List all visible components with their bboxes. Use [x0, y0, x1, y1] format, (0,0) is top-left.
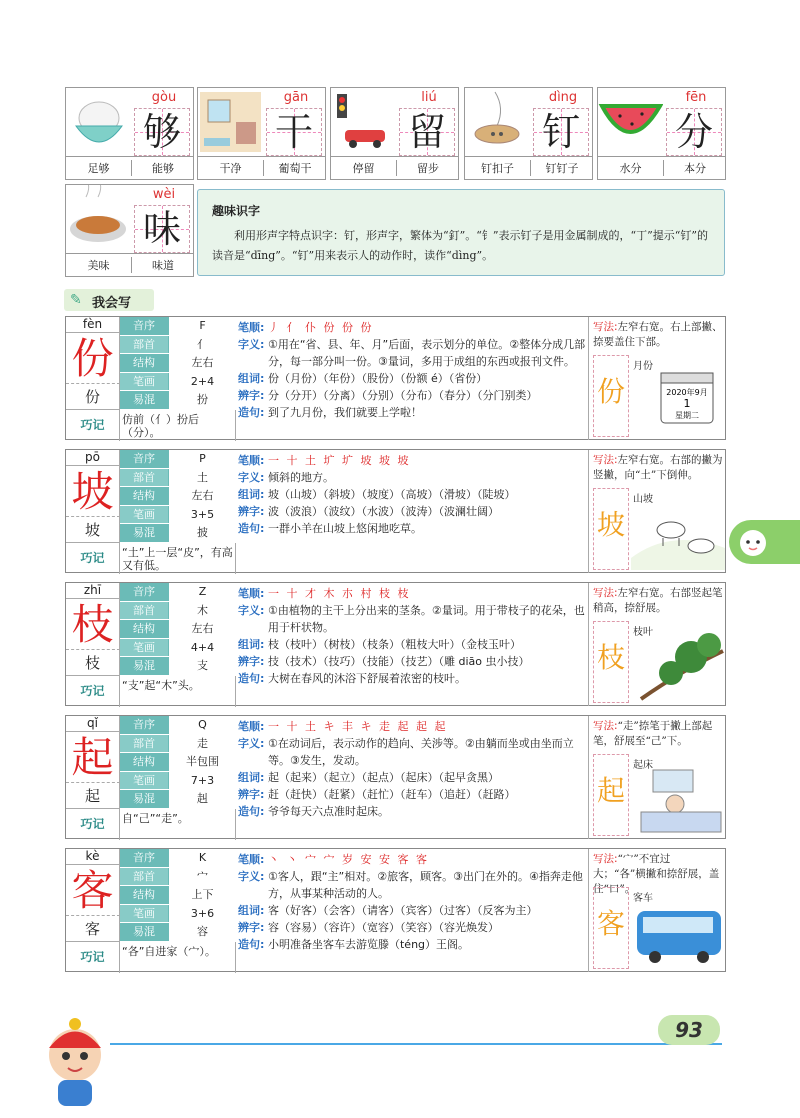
attr-row — [120, 923, 236, 942]
section-title: 我会写 — [92, 296, 132, 311]
attr-label: 易混 — [120, 391, 168, 409]
attr-value: 走 — [168, 735, 236, 753]
char-entry — [65, 582, 726, 706]
fun-title: 趣味识字 — [212, 204, 261, 218]
entry-details — [238, 319, 586, 421]
label: 辨字: — [238, 389, 265, 402]
entry-pinyin: kè — [66, 849, 120, 865]
attr-row — [120, 487, 236, 506]
attr-value: 亻 — [168, 336, 236, 354]
pic-caption: 山坡 — [633, 494, 653, 505]
entry-char-small: 起 — [66, 783, 120, 809]
page-number: 93 — [658, 1015, 720, 1045]
vocab-card — [464, 87, 593, 180]
label: 组词: — [238, 488, 265, 501]
attr-value: 左右 — [168, 620, 236, 638]
attr-value: 左右 — [168, 487, 236, 505]
label: 字义: — [238, 338, 265, 351]
label: 造句: — [238, 938, 265, 951]
attr-row — [120, 506, 236, 525]
vocab-card — [597, 87, 726, 180]
attr-label: 部首 — [120, 735, 168, 753]
attr-label: 部首 — [120, 602, 168, 620]
stroke-order-line — [238, 851, 586, 868]
memo-label: 巧记 — [66, 676, 120, 707]
attr-label: 部首 — [120, 336, 168, 354]
grid-char: 枝 — [596, 641, 625, 674]
attr-row — [120, 620, 236, 639]
stroke-order-text: 一 十 才 木 朩 村 枝 枝 — [268, 587, 411, 600]
sentence-line — [238, 520, 586, 537]
memo-label: 巧记 — [66, 410, 120, 441]
label: 笔顺: — [238, 720, 265, 733]
vocab-char: 够 — [142, 110, 181, 154]
attr-value: 披 — [168, 524, 236, 542]
attr-row — [120, 735, 236, 754]
cat-face-icon — [733, 522, 773, 562]
label: 辨字: — [238, 655, 265, 668]
words-text: 坡（山坡）（斜坡）（坡度）（高坡）（滑坡）（陡坡） — [268, 488, 516, 501]
stroke-order-text: 一 十 土 圹 圹 坡 坡 坡 — [268, 454, 411, 467]
vocab-word-2: 留步 — [396, 160, 459, 176]
attr-row — [120, 336, 236, 355]
attr-value: 7+3 — [168, 772, 236, 790]
vocab-word-1: 钉扣子 — [481, 162, 514, 175]
sentence-text: 大树在春风的沐浴下舒展着浓密的枝叶。 — [268, 672, 466, 685]
grid-char: 起 — [596, 774, 625, 807]
write-label: 写法: — [593, 587, 618, 599]
label: 组词: — [238, 904, 265, 917]
attr-value: K — [168, 849, 236, 867]
attr-label: 部首 — [120, 469, 168, 487]
vocab-card — [65, 184, 194, 277]
writing-tip — [588, 317, 726, 440]
distinguish-line — [238, 786, 586, 803]
attr-label: 结构 — [120, 886, 168, 904]
attr-value: 3+6 — [168, 905, 236, 923]
attr-row — [120, 583, 236, 602]
attr-value: 土 — [168, 469, 236, 487]
attr-row — [120, 602, 236, 621]
entry-details — [238, 452, 586, 537]
vocab-word-2: 钉钉子 — [530, 160, 593, 176]
meaning-line — [238, 336, 586, 370]
meaning-text: ①用在“省、县、年、月”后面，表示划分的单位。②整体分成几部分，每一部分叫一份。③量词，多用于成组的东西或报刊文件。 — [268, 338, 586, 368]
meaning-text: 倾斜的地方。 — [268, 471, 334, 484]
vocab-pinyin: gān — [283, 90, 309, 105]
vocab-pinyin: fēn — [685, 90, 707, 105]
attr-label: 易混 — [120, 524, 168, 542]
grid-char: 客 — [596, 907, 625, 940]
stroke-order-line — [238, 585, 586, 602]
distinguish-line — [238, 387, 586, 404]
entry-char-small: 枝 — [66, 650, 120, 676]
pic-caption: 起床 — [633, 760, 653, 771]
entry-details — [238, 585, 586, 687]
attr-label: 结构 — [120, 487, 168, 505]
attr-value: 半包围 — [168, 753, 236, 771]
vocab-word-1: 水分 — [619, 162, 642, 175]
attr-row — [120, 639, 236, 658]
attr-row — [120, 716, 236, 735]
char-entry — [65, 715, 726, 839]
memo-text: “支”起“木”头。 — [122, 679, 200, 692]
stroke-order-text: 一 十 土 キ 丰 キ 走 起 起 起 — [268, 720, 448, 733]
pic-caption: 月份 — [633, 361, 653, 372]
label: 字义: — [238, 870, 265, 883]
stroke-order-line — [238, 319, 586, 336]
attr-label: 笔画 — [120, 772, 168, 790]
entry-details — [238, 851, 586, 953]
vocab-pinyin: liú — [421, 90, 437, 105]
writing-tip — [588, 849, 726, 972]
entry-char-small: 客 — [66, 916, 120, 942]
label: 造句: — [238, 805, 265, 818]
attr-row — [120, 317, 236, 336]
label: 笔顺: — [238, 587, 265, 600]
attr-label: 音序 — [120, 583, 168, 601]
attr-label: 音序 — [120, 716, 168, 734]
memo-text: 自“己”“走”。 — [122, 812, 189, 825]
label: 辨字: — [238, 788, 265, 801]
attr-row — [120, 657, 236, 676]
attr-value: 容 — [168, 923, 236, 941]
sentence-text: 到了九月份，我们就要上学啦！ — [268, 406, 422, 419]
room-icon — [198, 88, 263, 156]
vocab-char: 干 — [274, 110, 313, 154]
attr-label: 易混 — [120, 657, 168, 675]
attr-row — [120, 373, 236, 392]
stroke-order-text: 丿 亻 仆 份 份 份 — [268, 321, 374, 334]
memo-label: 巧记 — [66, 942, 120, 973]
attr-row — [120, 524, 236, 543]
label: 辨字: — [238, 921, 265, 934]
meaning-line — [238, 602, 586, 636]
vocab-char: 分 — [674, 110, 713, 154]
footer-line — [110, 1043, 722, 1045]
distinguish-text: 技（技术）（技巧）（技能）（技艺）（雕 diāo 虫小技） — [268, 655, 530, 668]
char-grid — [593, 488, 629, 570]
write-text: 左窄右宽。右部竖起笔稍高，捺舒展。 — [593, 587, 723, 614]
attr-table — [120, 716, 236, 809]
attr-label: 易混 — [120, 790, 168, 808]
meaning-line — [238, 868, 586, 902]
char-grid — [593, 887, 629, 969]
distinguish-text: 波（波浪）（波纹）（水波）（波涛）（波澜壮阔） — [268, 505, 499, 518]
attr-table — [120, 450, 236, 543]
memo-label: 巧记 — [66, 809, 120, 840]
entry-char: 枝 — [66, 599, 120, 650]
meaning-text: ①客人，跟“主”相对。②旅客，顾客。③出门在外的。④指奔走他方，从事某种活动的人。 — [268, 870, 583, 900]
label: 笔顺: — [238, 321, 265, 334]
attr-value: 支 — [168, 657, 236, 675]
attr-label: 笔画 — [120, 506, 168, 524]
words-text: 份（月份）（年份）（股份）（份额 é）（省份） — [268, 372, 488, 385]
attr-label: 结构 — [120, 354, 168, 372]
attr-value: 宀 — [168, 868, 236, 886]
memo — [66, 942, 236, 973]
label: 造句: — [238, 672, 265, 685]
fun-body: 利用形声字特点识字：钉，形声字，繁体为“釘”。“钅”表示钉子是用金属制成的，“丁”提示“钉”的读音是“dīng”。“钉”用来表示人的动作时，读作“dìng”。 — [212, 229, 708, 262]
attr-value: Q — [168, 716, 236, 734]
sentence-line — [238, 803, 586, 820]
vocab-pinyin: dìng — [548, 90, 578, 105]
vocab-word-1: 干净 — [219, 162, 242, 175]
write-label: 写法: — [593, 454, 618, 466]
entry-pinyin: fèn — [66, 317, 120, 333]
words-text: 客（好客）（会客）（请客）（宾客）（过客）（反客为主） — [268, 904, 538, 917]
vocab-card — [330, 87, 459, 180]
section-header — [64, 289, 154, 311]
vocab-word-2: 味道 — [131, 257, 194, 273]
entry-char: 坡 — [66, 466, 120, 517]
vocab-word-2: 葡萄干 — [263, 160, 326, 176]
sentence-text: 小明准备坐客车去游览滕（téng）王阁。 — [268, 938, 470, 951]
label: 造句: — [238, 406, 265, 419]
writing-tip — [588, 450, 726, 573]
attr-value: 木 — [168, 602, 236, 620]
attr-label: 易混 — [120, 923, 168, 941]
attr-value: 3+5 — [168, 506, 236, 524]
attr-table — [120, 317, 236, 410]
sentence-line — [238, 404, 586, 421]
attr-value: 扮 — [168, 391, 236, 409]
attr-value: 上下 — [168, 886, 236, 904]
svg-text:星期二: 星期二 — [675, 411, 699, 420]
attr-label: 笔画 — [120, 373, 168, 391]
label: 组词: — [238, 638, 265, 651]
vocab-word-2: 能够 — [131, 160, 194, 176]
attr-value: Z — [168, 583, 236, 601]
sentence-text: 一群小羊在山坡上悠闲地吃草。 — [268, 522, 422, 535]
stroke-order-line — [238, 452, 586, 469]
vocab-word-2: 本分 — [663, 160, 726, 176]
attr-row — [120, 354, 236, 373]
memo-text: “各”自进家（宀）。 — [122, 945, 216, 958]
fun-literacy-box — [197, 189, 725, 276]
stroke-order-text: 丶 丶 宀 宀 岁 安 安 客 客 — [268, 853, 429, 866]
words-line — [238, 636, 586, 653]
memo — [66, 809, 236, 840]
entry-char-small: 坡 — [66, 517, 120, 543]
write-text: 左窄右宽。右上部撇、捺要盖住下部。 — [593, 321, 723, 348]
label: 造句: — [238, 522, 265, 535]
attr-row — [120, 753, 236, 772]
meaning-line — [238, 735, 586, 769]
button-icon — [465, 88, 530, 156]
distinguish-text: 分（分开）（分离）（分别）（分布）（春分）（分门别类） — [268, 389, 538, 402]
label: 字义: — [238, 737, 265, 750]
pencil-icon: ✎ — [70, 292, 82, 308]
distinguish-text: 容（容易）（容许）（宽容）（笑容）（容光焕发） — [268, 921, 499, 934]
vocab-word-1: 美味 — [87, 259, 110, 272]
char-entry — [65, 848, 726, 972]
write-label: 写法: — [593, 321, 618, 333]
entry-pinyin: pō — [66, 450, 120, 466]
grid-char: 份 — [596, 375, 625, 408]
entry-details — [238, 718, 586, 820]
distinguish-text: 赶（赶快）（赶紧）（赶忙）（赶车）（追赶）（赶路） — [268, 788, 516, 801]
stroke-order-line — [238, 718, 586, 735]
vocab-card — [197, 87, 326, 180]
attr-label: 笔画 — [120, 905, 168, 923]
car-icon — [331, 88, 396, 156]
words-line — [238, 902, 586, 919]
entry-pinyin: zhī — [66, 583, 120, 599]
attr-label: 音序 — [120, 317, 168, 335]
label: 笔顺: — [238, 853, 265, 866]
attr-row — [120, 469, 236, 488]
sentence-text: 爷爷每天六点准时起床。 — [268, 805, 389, 818]
entry-pinyin: qǐ — [66, 716, 120, 732]
attr-row — [120, 886, 236, 905]
memo — [66, 410, 236, 441]
pic-caption: 枝叶 — [633, 627, 653, 638]
label: 字义: — [238, 604, 265, 617]
write-label: 写法: — [593, 720, 618, 732]
memo-text: “土”上一层“皮”，有高又有低。 — [122, 546, 233, 572]
rice-bowl-icon — [66, 88, 131, 156]
char-grid — [593, 355, 629, 437]
meaning-text: ①在动词后，表示动作的趋向、关涉等。②由躺而坐或由坐而立等。③发生，发动。 — [268, 737, 574, 767]
svg-text:2020年9月: 2020年9月 — [666, 388, 708, 397]
fish-dish-icon — [66, 185, 131, 253]
attr-value: 左右 — [168, 354, 236, 372]
label: 字义: — [238, 471, 265, 484]
label: 组词: — [238, 771, 265, 784]
writing-tip — [588, 583, 726, 706]
distinguish-line — [238, 653, 586, 670]
memo — [66, 676, 236, 707]
attr-table — [120, 849, 236, 942]
words-text: 枝（枝叶）（树枝）（枝条）（粗枝大叶）（金枝玉叶） — [268, 638, 521, 651]
writing-tip — [588, 716, 726, 839]
attr-value: P — [168, 450, 236, 468]
memo — [66, 543, 236, 574]
attr-label: 音序 — [120, 849, 168, 867]
attr-row — [120, 450, 236, 469]
write-label: 写法: — [593, 853, 618, 865]
vocab-char: 钉 — [541, 110, 580, 154]
write-text: “宀”不宜过大；“各”横撇和捺舒展，盖住“口”。 — [593, 853, 720, 895]
mascot-icon — [30, 1010, 120, 1110]
entry-char: 客 — [66, 865, 120, 916]
entry-char: 起 — [66, 732, 120, 783]
vocab-char: 留 — [407, 110, 446, 154]
char-grid — [593, 621, 629, 703]
svg-text:1: 1 — [683, 397, 691, 410]
attr-row — [120, 391, 236, 410]
attr-value: 赳 — [168, 790, 236, 808]
vocab-word-1: 停留 — [352, 162, 375, 175]
entry-char: 份 — [66, 333, 120, 384]
distinguish-line — [238, 503, 586, 520]
attr-value: 2+4 — [168, 373, 236, 391]
attr-row — [120, 772, 236, 791]
watermelon-icon — [598, 88, 663, 156]
distinguish-line — [238, 919, 586, 936]
side-tab[interactable] — [729, 520, 800, 564]
sentence-line — [238, 936, 586, 953]
attr-label: 笔画 — [120, 639, 168, 657]
attr-label: 结构 — [120, 620, 168, 638]
attr-value: 4+4 — [168, 639, 236, 657]
char-entry — [65, 316, 726, 440]
attr-label: 结构 — [120, 753, 168, 771]
label: 笔顺: — [238, 454, 265, 467]
char-entry — [65, 449, 726, 573]
grid-char: 坡 — [596, 508, 625, 541]
write-text: 左窄右宽。右部的撇为竖撇，向“土”下倒伸。 — [593, 454, 723, 481]
vocab-word-1: 足够 — [87, 162, 110, 175]
attr-value: F — [168, 317, 236, 335]
meaning-line — [238, 469, 586, 486]
words-line — [238, 486, 586, 503]
attr-row — [120, 905, 236, 924]
words-line — [238, 769, 586, 786]
char-grid — [593, 754, 629, 836]
attr-row — [120, 849, 236, 868]
meaning-text: ①由植物的主干上分出来的茎条。②量词。用于带枝子的花朵，也用于杆状物。 — [268, 604, 585, 634]
attr-row — [120, 868, 236, 887]
words-line — [238, 370, 586, 387]
attr-label: 音序 — [120, 450, 168, 468]
memo-text: 仿前（亻）扮后（分）。 — [122, 413, 199, 439]
vocab-char: 味 — [142, 207, 181, 251]
write-text: “走”捺笔于撇上部起笔，舒展至“己”下。 — [593, 720, 713, 747]
words-text: 起（起来）（起立）（起点）（起床）（起早贪黑） — [268, 771, 499, 784]
attr-table — [120, 583, 236, 676]
label: 辨字: — [238, 505, 265, 518]
label: 组词: — [238, 372, 265, 385]
sentence-line — [238, 670, 586, 687]
vocab-pinyin: wèi — [152, 187, 176, 202]
pic-caption: 客车 — [633, 893, 653, 904]
vocab-pinyin: gòu — [151, 90, 177, 105]
attr-label: 部首 — [120, 868, 168, 886]
entry-char-small: 份 — [66, 384, 120, 410]
attr-row — [120, 790, 236, 809]
vocab-card — [65, 87, 194, 180]
memo-label: 巧记 — [66, 543, 120, 574]
